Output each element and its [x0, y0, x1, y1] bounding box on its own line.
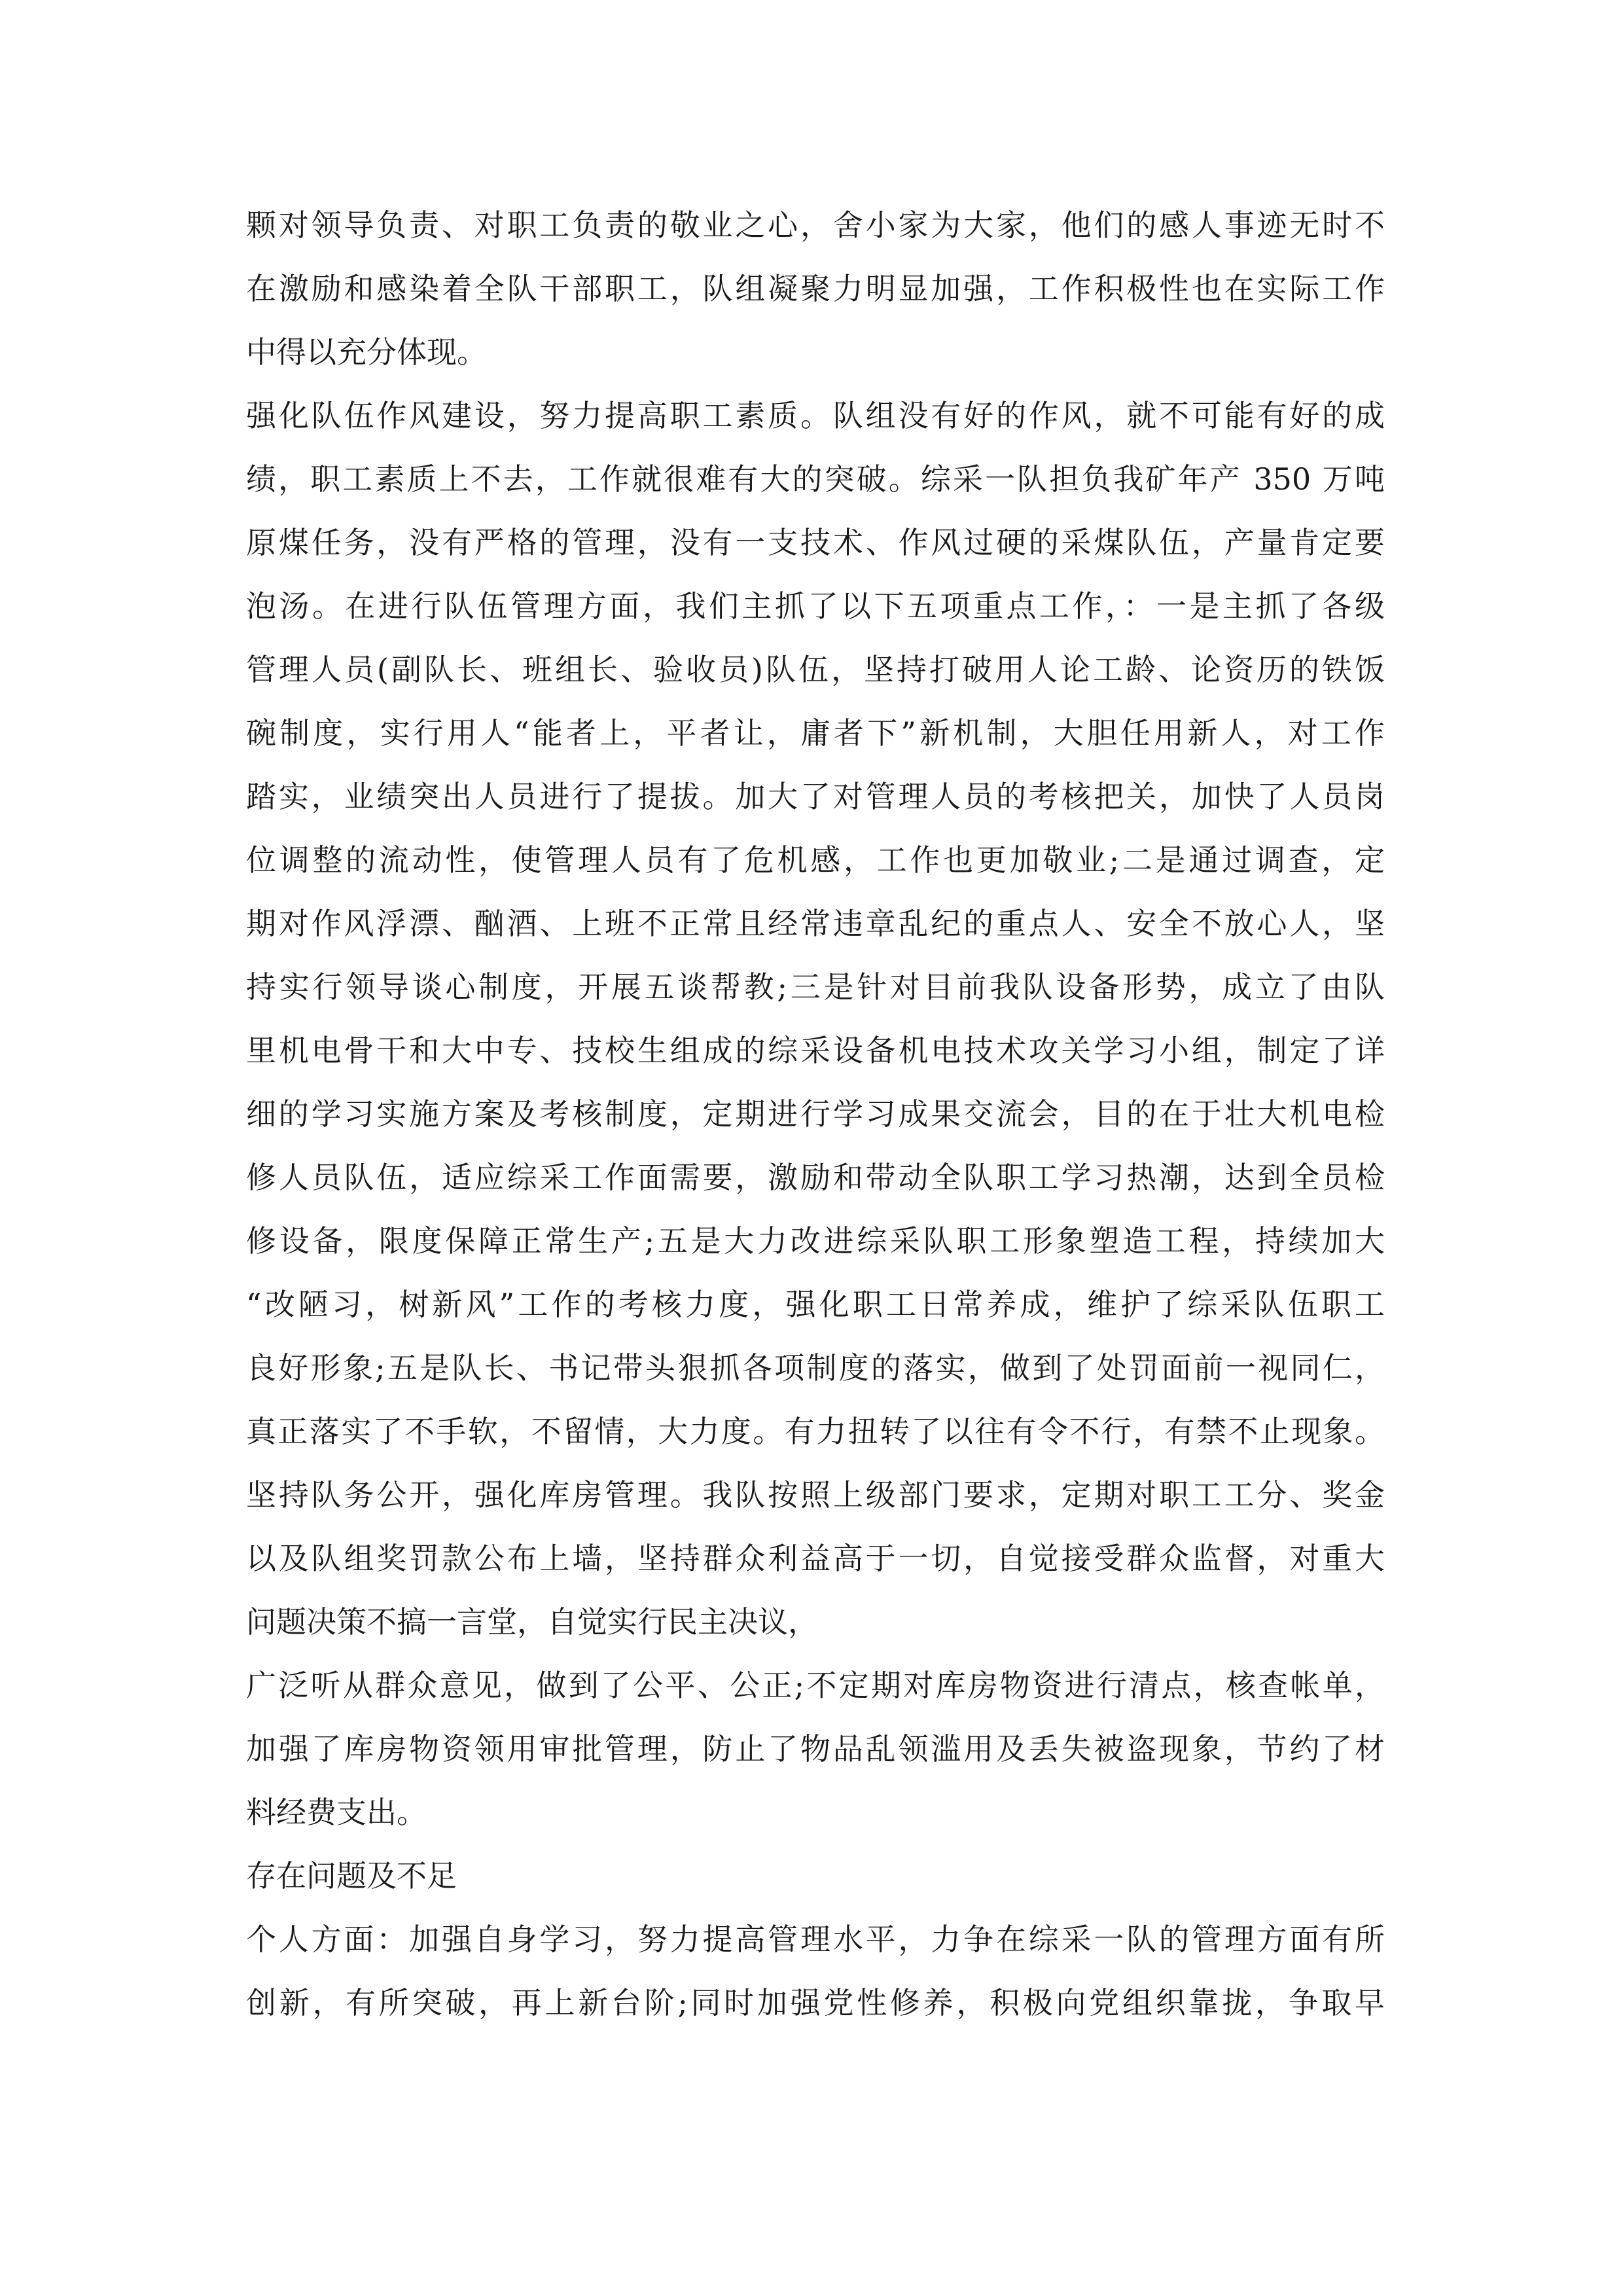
text-line: 个人方面：加强自身学习，努力提高管理水平，力争在综采一队的管理方面有所 — [246, 1922, 1385, 1957]
text-line: 在激励和感染着全队干部职工，队组凝聚力明显加强，工作积极性也在实际工作 — [246, 271, 1385, 306]
text-line: 中得以充分体现。 — [246, 334, 487, 370]
text-line: 位调整的流动性，使管理人员有了危机感，工作也更加敬业;二是通过调查，定 — [246, 842, 1385, 878]
text-line: 里机电骨干和大中专、技校生组成的综采设备机电技术攻关学习小组，制定了详 — [246, 1033, 1385, 1068]
text-line: 真正落实了不手软，不留情，大力度。有力扭转了以往有令不行，有禁不止现象。 — [246, 1414, 1385, 1449]
text-line: 修人员队伍，适应综采工作面需要，激励和带动全队职工学习热潮，达到全员检 — [246, 1160, 1385, 1195]
section-heading: 存在问题及不足 — [246, 1858, 457, 1893]
text-line: 强化队伍作风建设，努力提高职工素质。队组没有好的作风，就不可能有好的成 — [246, 398, 1385, 433]
text-line: 期对作风浮漂、酗酒、上班不正常且经常违章乱纪的重点人、安全不放心人，坚 — [246, 906, 1385, 941]
text-line: 坚持队务公开，强化库房管理。我队按照上级部门要求，定期对职工工分、奖金 — [246, 1477, 1385, 1513]
text-line: 持实行领导谈心制度，开展五谈帮教;三是针对目前我队设备形势，成立了由队 — [246, 969, 1385, 1005]
text-line: 问题决策不搞一言堂，自觉实行民主决议， — [246, 1604, 818, 1640]
body-text — [246, 194, 1385, 2035]
text-line: 良好形象;五是队长、书记带头狠抓各项制度的落实，做到了处罚面前一视同仁， — [246, 1350, 1385, 1386]
text-line: 创新，有所突破，再上新台阶;同时加强党性修养，积极向党组织靠拢，争取早 — [246, 1985, 1385, 2020]
text-line: 广泛听从群众意见，做到了公平、公正;不定期对库房物资进行清点，核查帐单， — [246, 1668, 1385, 1703]
text-line: “改陋习，树新风”工作的考核力度，强化职工日常养成，维护了综采队伍职工 — [246, 1287, 1385, 1322]
text-line: 料经费支出。 — [246, 1795, 427, 1830]
text-line: 颗对领导负责、对职工负责的敬业之心，舍小家为大家，他们的感人事迹无时不 — [246, 207, 1385, 243]
text-line: 原煤任务，没有严格的管理，没有一支技术、作风过硬的采煤队伍，产量肯定要 — [246, 525, 1385, 560]
text-line: 以及队组奖罚款公布上墙，坚持群众利益高于一切，自觉接受群众监督，对重大 — [246, 1541, 1385, 1576]
text-line: 管理人员(副队长、班组长、验收员)队伍，坚持打破用人论工龄、论资历的铁饭 — [246, 652, 1385, 687]
text-line: 踏实，业绩突出人员进行了提拔。加大了对管理人员的考核把关，加快了人员岗 — [246, 779, 1385, 814]
text-line: 碗制度，实行用人“能者上，平者让，庸者下”新机制，大胆任用新人，对工作 — [246, 715, 1385, 751]
text-line: 绩，职工素质上不去，工作就很难有大的突破。综采一队担负我矿年产 350 万吨 — [246, 461, 1385, 497]
text-line: 泡汤。在进行队伍管理方面，我们主抓了以下五项重点工作，：一是主抓了各级 — [246, 588, 1385, 624]
text-line: 细的学习实施方案及考核制度，定期进行学习成果交流会，目的在于壮大机电检 — [246, 1096, 1385, 1132]
text-line: 加强了库房物资领用审批管理，防止了物品乱领滥用及丢失被盗现象，节约了材 — [246, 1731, 1385, 1767]
text-line: 修设备，限度保障正常生产;五是大力改进综采队职工形象塑造工程，持续加大 — [246, 1223, 1385, 1259]
